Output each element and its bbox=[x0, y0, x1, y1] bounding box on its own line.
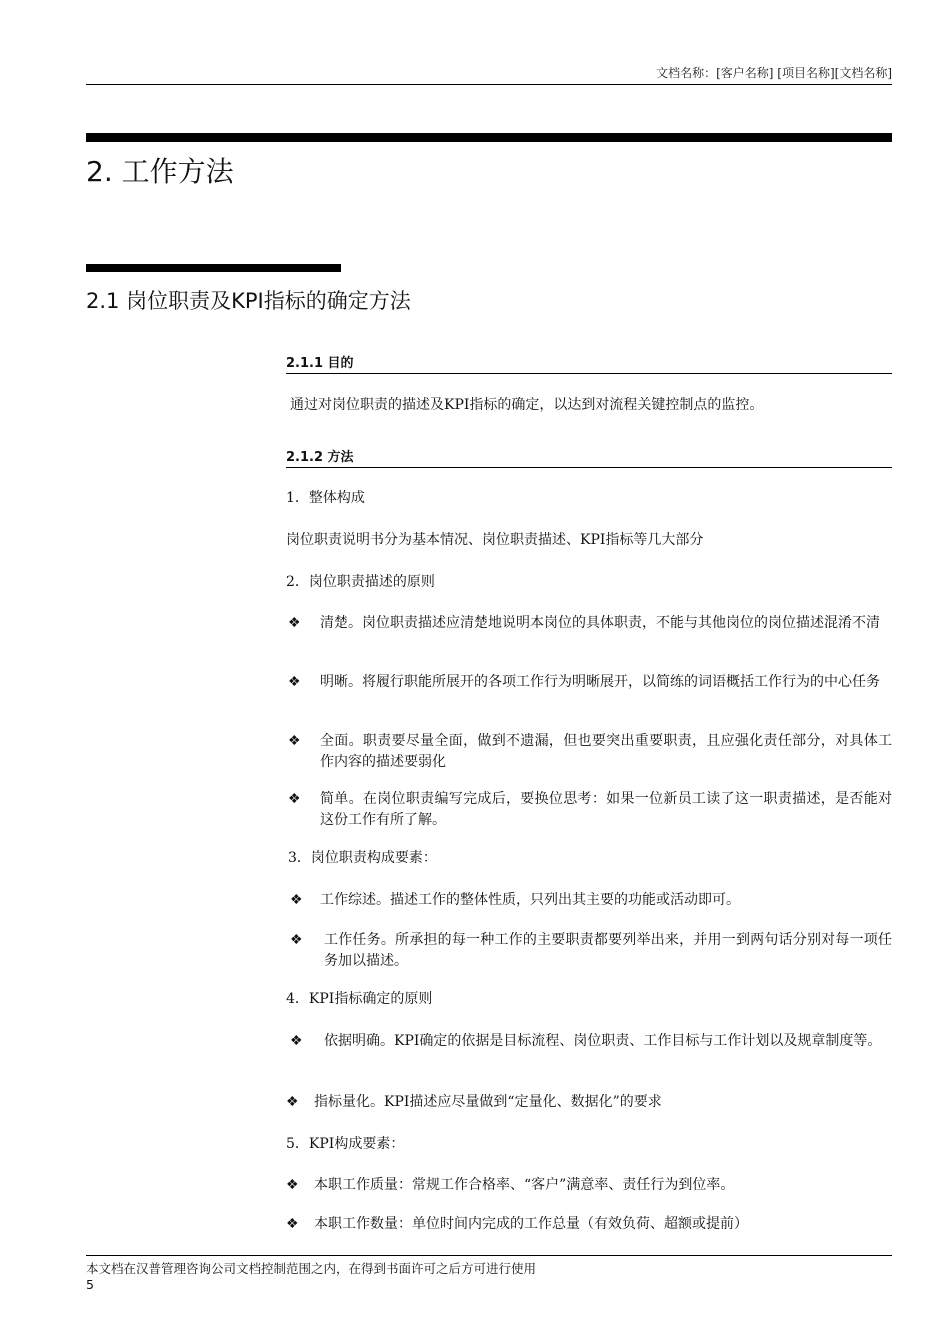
bullet-icon: ❖ bbox=[290, 1033, 303, 1049]
list-item-kpi-principles: 4．KPI指标确定的原则 bbox=[286, 991, 433, 1007]
header-doc-label: 文档名称：[客户名称] [项目名称][文档名称] bbox=[656, 66, 892, 80]
principle-simple: 简单。在岗位职责编写完成后，要换位思考：如果一位新员工读了这一职责描述，是否能对这份工作有所了解。 bbox=[320, 791, 892, 828]
chapter-title: 2. 工作方法 bbox=[86, 155, 234, 188]
page-number: 5 bbox=[86, 1277, 94, 1292]
bullet-icon: ❖ bbox=[288, 674, 301, 690]
kpi-principle-basis: 依据明确。KPI确定的依据是目标流程、岗位职责、工作目标与工作计划以及规章制度等。 bbox=[324, 1033, 882, 1049]
subsection-heading-purpose: 2.1.1 目的 bbox=[286, 352, 892, 374]
purpose-text: 通过对岗位职责的描述及KPI指标的确定，以达到对流程关键控制点的监控。 bbox=[290, 397, 764, 413]
bullet-icon: ❖ bbox=[288, 791, 301, 807]
principle-comprehensive: 全面。职责要尽量全面，做到不遗漏，但也要突出重要职责，且应强化责任部分，对具体工作内容的描述要弱化 bbox=[320, 733, 892, 770]
kpi-element-quantity: 本职工作数量：单位时间内完成的工作总量（有效负荷、超额或提前） bbox=[314, 1216, 748, 1232]
section-title: 2.1 岗位职责及KPI指标的确定方法 bbox=[86, 289, 411, 313]
list-item-description-principles: 2．岗位职责描述的原则 bbox=[286, 574, 435, 590]
bullet-icon: ❖ bbox=[288, 733, 301, 749]
footer-notice: 本文档在汉普管理咨询公司文档控制范围之内，在得到书面许可之后方可进行使用 bbox=[86, 1261, 537, 1276]
bullet-icon: ❖ bbox=[286, 1216, 299, 1232]
bullet-icon: ❖ bbox=[288, 615, 301, 631]
list-item-overall-structure: 1．整体构成 bbox=[286, 490, 365, 506]
footer-divider bbox=[86, 1255, 892, 1256]
chapter-bar bbox=[86, 133, 892, 142]
bullet-icon: ❖ bbox=[290, 892, 303, 908]
kpi-element-quality: 本职工作质量：常规工作合格率、“客户”满意率、责任行为到位率。 bbox=[314, 1177, 735, 1193]
element-job-summary: 工作综述。描述工作的整体性质，只列出其主要的功能或活动即可。 bbox=[320, 892, 740, 908]
overall-structure-text: 岗位职责说明书分为基本情况、岗位职责描述、KPI指标等几大部分 bbox=[286, 532, 704, 548]
principle-explicit: 明晰。将履行职能所展开的各项工作行为明晰展开，以简练的词语概括工作行为的中心任务 bbox=[320, 674, 880, 690]
list-item-kpi-elements: 5．KPI构成要素： bbox=[286, 1136, 405, 1152]
section-bar bbox=[86, 264, 341, 272]
bullet-icon: ❖ bbox=[290, 932, 303, 948]
element-job-tasks: 工作任务。所承担的每一种工作的主要职责都要列举出来，并用一到两句话分别对每一项任务加以描述。 bbox=[324, 932, 892, 969]
kpi-principle-quantified: 指标量化。KPI描述应尽量做到“定量化、数据化”的要求 bbox=[314, 1094, 662, 1110]
principle-clear: 清楚。岗位职责描述应清楚地说明本岗位的具体职责，不能与其他岗位的岗位描述混淆不清 bbox=[320, 615, 880, 631]
list-item-responsibility-elements: 3．岗位职责构成要素： bbox=[288, 850, 437, 866]
header-divider bbox=[86, 84, 892, 85]
subsection-heading-method: 2.1.2 方法 bbox=[286, 446, 892, 468]
bullet-icon: ❖ bbox=[286, 1094, 299, 1110]
bullet-icon: ❖ bbox=[286, 1177, 299, 1193]
